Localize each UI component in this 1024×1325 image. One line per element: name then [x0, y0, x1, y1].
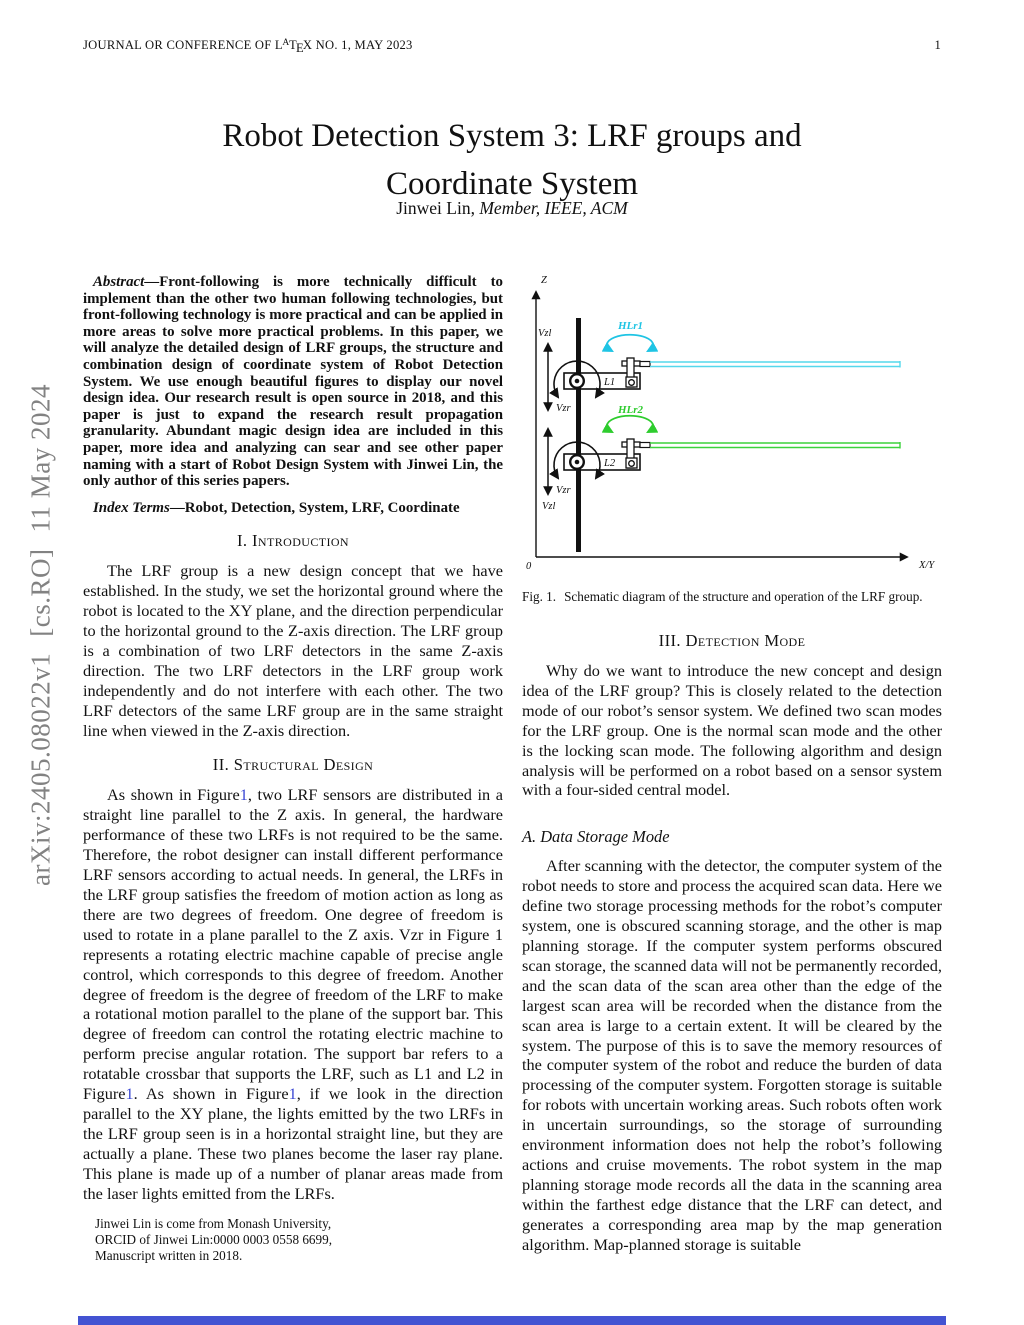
paper-title: Robot Detection System 3: LRF groups and Coordinate System: [222, 118, 802, 203]
laser-beam-2: [650, 442, 900, 449]
figure-caption-label: Fig. 1.: [522, 589, 557, 604]
l2-label: L2: [604, 458, 616, 469]
hinge-pin-1: [629, 380, 635, 386]
figure-1-link[interactable]: 1: [288, 1084, 297, 1104]
vzr-label-1: Vzr: [556, 403, 571, 414]
author-memberships: Member, IEEE, ACM: [474, 198, 628, 218]
vzl-label-1: Vzl: [538, 328, 552, 339]
section-heading-structural-design: II. Structural Design: [212, 755, 374, 775]
z-axis-label: Z: [541, 275, 547, 286]
introduction-paragraph: The LRF group is a new design concept that we have established. In the study, we set the horizontal ground where the robot is located to the XY plane, and the direction perpendicular to the horizontal ground to the Z-axis direction. The LRF group is a combination of two LRF detectors in the same Z-axis direction. The two LRF detectors in the LRF group work independently and do not interfere with each other. The two LRF detectors of the same LRF group are in the same straight line when viewed in the Z-axis direction.: [83, 561, 503, 740]
index-terms-text: Robot, Detection, System, LRF, Coordinate: [184, 499, 460, 516]
hlr2-rotation-arrow: [607, 416, 653, 432]
arxiv-date: 11 May 2024: [25, 384, 56, 533]
arxiv-category: [cs.RO]: [25, 548, 56, 637]
section-heading-detection-mode: III. Detection Mode: [658, 631, 806, 650]
beam-link-2: [640, 443, 650, 448]
author-line: [112, 198, 912, 219]
arxiv-stamp: [26, 384, 57, 886]
vzr-label-2: Vzr: [556, 485, 571, 496]
right-column: [522, 272, 942, 1254]
figure-1-diagram: [522, 272, 941, 585]
detection-mode-paragraph: Why do we want to introduce the new concept and design idea of the LRF group? This is closely related to the detection mode of our robot’s sensor system. We defined two scan modes for the LRF group. One is the normal scan mode and the other is the locking scan mode. The following algorithm and design analysis will be performed on a robot based on a sensor system with a four-sided central model.: [522, 661, 942, 800]
beam-link-1: [640, 362, 650, 367]
lrf-schematic: [522, 272, 941, 585]
index-terms: Index Terms—Robot, Detection, System, LRF, Coordinate: [93, 499, 460, 516]
page-header: [83, 38, 941, 56]
pivot-dot-2: [575, 460, 580, 465]
subsection-heading-data-storage-mode: A. Data Storage Mode: [522, 827, 670, 847]
data-storage-paragraph: After scanning with the detector, the computer system of the robot needs to store and process the acquired scan data. Here we define two storage processing methods for the robot’s computer system, one is obscured scanning storage, and the other is map planning storage. If the computer system performs obscured scan storage, the scanned data will not be permanently recorded, and the scan data of the scan area other than the edge of the largest scan area will be recorded when the distance from the scan area is large to a certain extent. It will be cleared by the system. The purpose of this is to save the memory resources of the computer system of the robot and reduce the burden of data processing of the computer system. Forgotten storage is suitable for robots with uncertain working areas. Such robots often work in uncertain surroundings, so the storage of surrounding environment information does not help the robot’s following actions and cruise movements. The robot system in the map planning storage mode records all the data in the scanning area within the farthest edge distance that the LRF can detect, and generates a corresponding area map by the map generation algorithm. Map-planned storage is suitable: [522, 856, 942, 1254]
structural-design-paragraph: As shown in Figure1, two LRF sensors are distributed in a straight line parallel to the Z axis. In general, the hardware performance of these two LRFs is not required to be the same. Therefore, the robot designer can install different performance LRF sensors according to actual needs. In general, the LRFs in the LRF group satisfies the freedom of motion action as long as there are two degrees of freedom. One degree of freedom is used to rotate in a plane parallel to the Z axis. Vzr in Figure 1 represents a rotating electric machine capable of precise angle control, which corresponds to this degree of freedom. Another degree of freedom is the degree of freedom of the LRF to make a rotational motion parallel to the plane of the support bar. This degree of freedom can control the rotating electric machine to perform precise angular rotation. The support bar refers to a rotatable crossbar that supports the LRF, such as L1 and L2 in Figure1. As shown in Figure1, if we look in the direction parallel to the XY plane, the lights emitted by the two LRFs in the LRF group seen is in a horizontal straight line, but they are actually a plane. These two planes become the laser ray plane. This plane is made up of a number of planar areas made from the laser lights emitted from the LRFs.: [83, 785, 504, 1203]
figure-1-link[interactable]: 1: [239, 785, 248, 805]
latex-logo: $L^ATEX$: [274, 38, 313, 55]
vzl-label-2: Vzl: [542, 501, 556, 512]
author-footnote: [83, 1216, 503, 1265]
hlr1-label: HLr1: [618, 320, 644, 332]
abstract: Abstract—Front-following is more technically difficult to implement than the other two human following technologies, but front-following technology is more practical and can be applied in more areas to solve more practical problems. In this paper, we will analyze the detailed design of LRF groups, the structure and combination design of coordinate system of Robot Detection System. We use enough beautiful figures to display our novel design idea. Our research result is open source in 2018, and this paper is just to expand the research result propagation granularity. Abundant magic design idea are included in this paper, more idea and analyzing can sear and see other paper naming with a start of Robot Design System with Jinwei Lin, the only author of this series papers.: [83, 274, 503, 490]
hlr1-rotation-arrow: [607, 335, 653, 351]
arxiv-id: arXiv:2405.08022v1: [25, 652, 56, 886]
laser-beam-1: [650, 361, 900, 368]
hinge-pin-2: [629, 461, 635, 467]
footnote-line: ORCID of Jinwei Lin:0000 0003 0558 6699,: [95, 1231, 333, 1247]
xy-axis-label: X/Y: [919, 560, 935, 571]
footnote-line: Manuscript written in 2018.: [95, 1248, 243, 1264]
figure-1-link[interactable]: 1: [125, 1084, 134, 1104]
abstract-text: Front-following is more technically difficult to implement than the other two human following technologies, but front-following technology is more practical and can be applied in more areas to solve more practical problems. In this paper, we will analyze the detailed design of LRF groups, the structure and combination design of coordinate system of Robot Detection System. We use enough beautiful figures to display our novel design idea. Our research result is open source in 2018, and this paper is just to expand the research result propagation granularity. Abundant magic design idea are included in this paper, more idea and analyzing can sear and see other paper naming with a start of Robot Design System with Jinwei Lin, the only author of this series papers.: [83, 274, 503, 490]
figure-1-caption: [522, 589, 942, 605]
page-number: 1: [934, 38, 941, 52]
next-page-edge: [78, 1316, 946, 1325]
footnote-line: Jinwei Lin is come from Monash University,: [95, 1215, 332, 1231]
origin-label: 0: [526, 561, 532, 572]
l1-label: L1: [604, 377, 616, 388]
author-name: Jinwei Lin,: [396, 198, 475, 218]
figure-caption-text: Schematic diagram of the structure and operation of the LRF group.: [564, 589, 923, 604]
journal-prefix: JOURNAL OR CONFERENCE OF: [83, 38, 272, 52]
journal-line: [83, 38, 413, 56]
section-heading-introduction: I. Introduction: [236, 531, 349, 551]
abstract-lead: Abstract: [93, 274, 145, 290]
journal-suffix: NO. 1, MAY 2023: [315, 38, 413, 52]
left-column: [83, 274, 503, 1265]
index-terms-lead: Index Terms: [93, 499, 170, 516]
hlr2-label: HLr2: [618, 404, 644, 416]
pivot-dot-1: [575, 379, 580, 384]
